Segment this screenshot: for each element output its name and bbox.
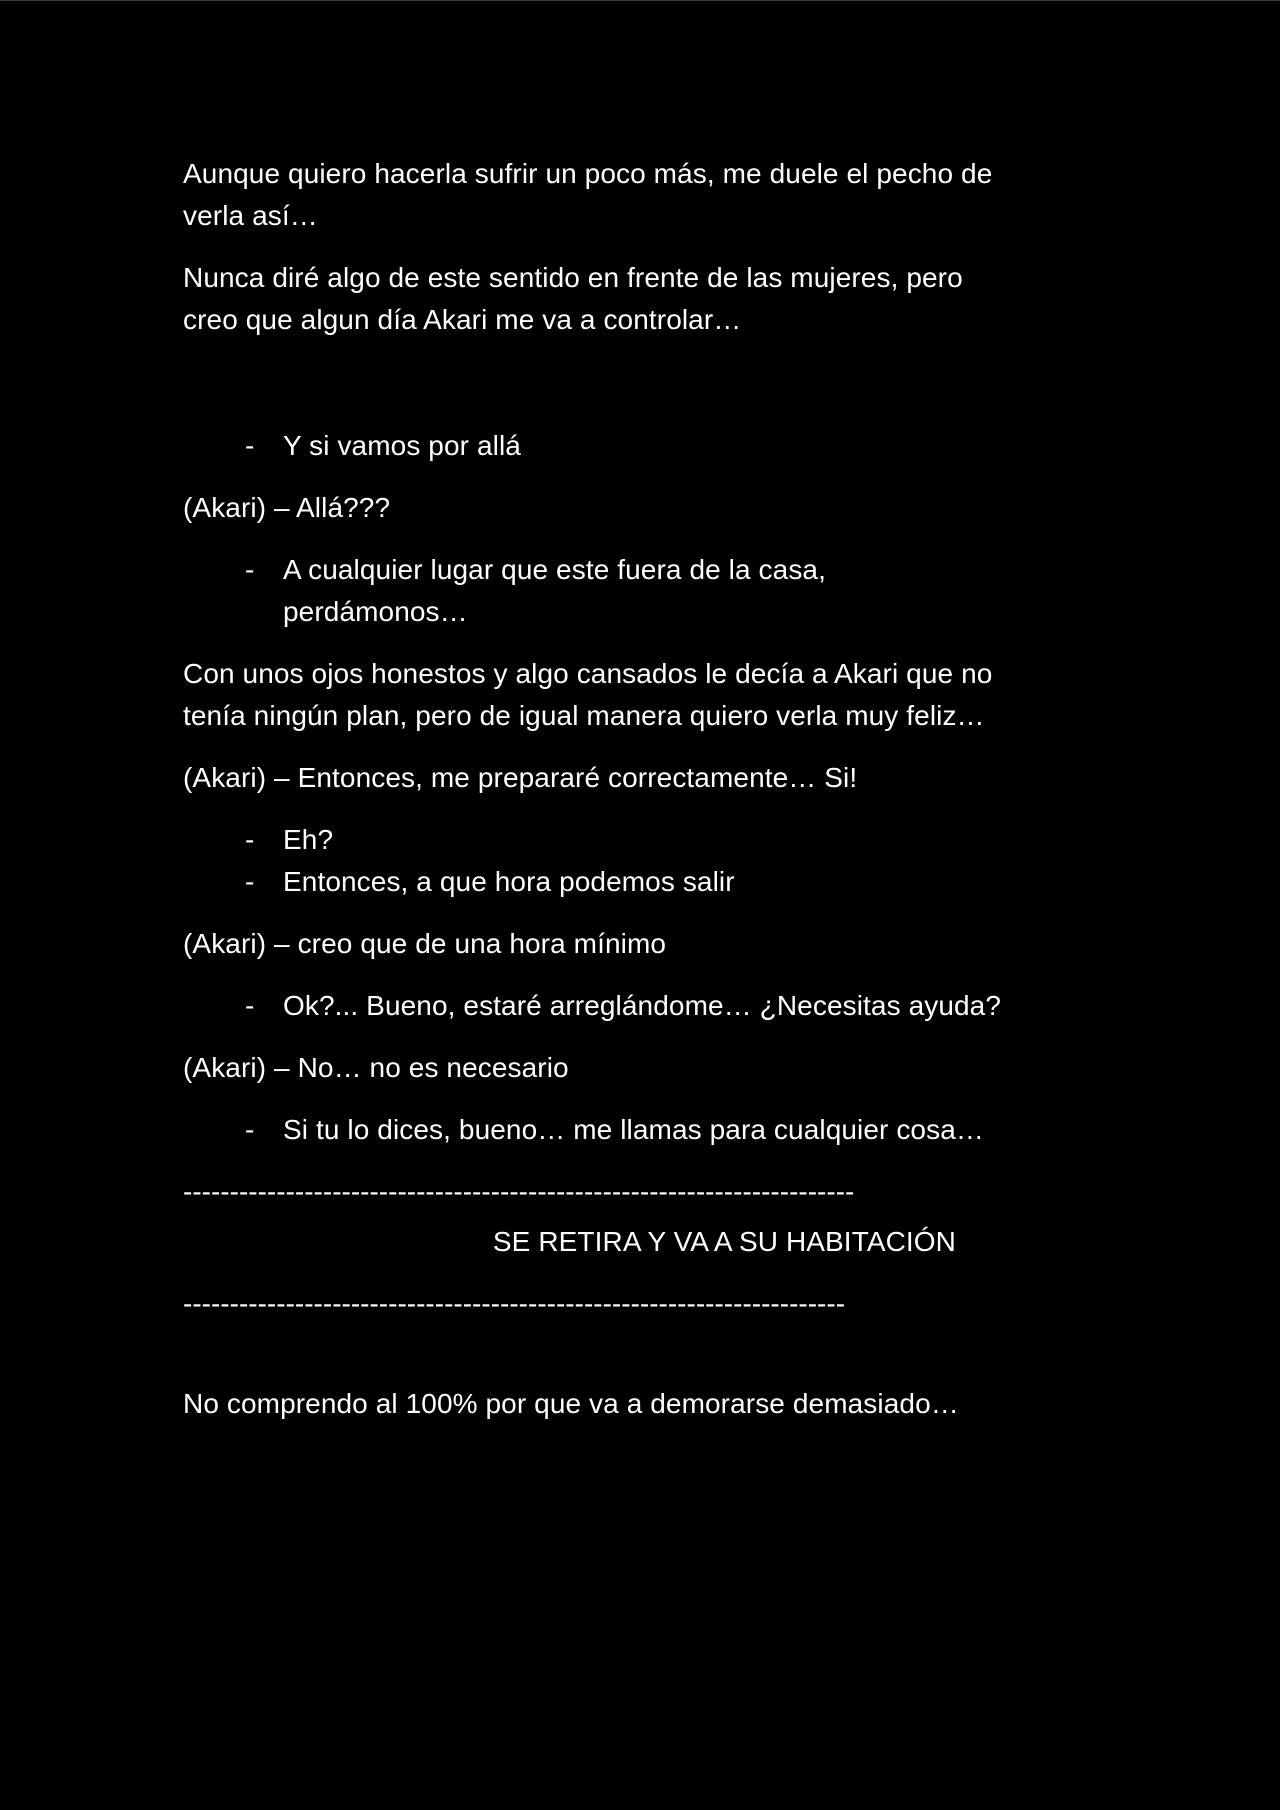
scene-note: SE RETIRA Y VA A SU HABITACIÓN (492, 1226, 956, 1257)
dash-marker: - (245, 990, 255, 1021)
dialogue-line (183, 819, 1003, 861)
separator-line: ----------------------------------------------------------------------- (183, 1288, 846, 1319)
dialogue-line (183, 985, 1003, 1027)
separator-line: ------------------------------------------------------------------------ (183, 1176, 855, 1207)
dialogue-text: Y si vamos por allá (283, 430, 521, 461)
dialogue-text: A cualquier lugar que este fuera de la casa, perdámonos… (283, 554, 826, 627)
document-body (183, 153, 1003, 1445)
paragraph-chest-pain: Aunque quiero hacerla sufrir un poco más, me duele el pecho de verla así… (183, 158, 993, 231)
dialogue-text: Entonces, a que hora podemos salir (283, 866, 735, 897)
akari-line: (Akari) – No… no es necesario (183, 1052, 569, 1083)
dash-marker: - (245, 824, 255, 855)
akari-line: (Akari) – Entonces, me prepararé correctamente… Si! (183, 762, 858, 793)
spacer (183, 361, 1003, 425)
dialogue-line (183, 1109, 1003, 1151)
dialogue-text: Si tu lo dices, bueno… me llamas para cualquier cosa… (283, 1114, 984, 1145)
spacer (183, 1333, 1003, 1383)
dialogue-text: Ok?... Bueno, estaré arreglándome… ¿Necesitas ayuda? (283, 990, 1002, 1021)
narration-paragraph: Con unos ojos honestos y algo cansados le decía a Akari que no tenía ningún plan, pero de igual manera quiero verla muy feliz… (183, 658, 993, 731)
dash-marker: - (245, 1114, 255, 1145)
paragraph-never-say: Nunca diré algo de este sentido en frente de las mujeres, pero creo que algun día Akari me va a controlar… (183, 262, 963, 335)
dash-marker: - (245, 430, 255, 461)
dialogue-line (183, 861, 1003, 903)
akari-line: (Akari) – Allá??? (183, 492, 391, 523)
akari-line: (Akari) – creo que de una hora mínimo (183, 928, 667, 959)
dash-marker: - (245, 866, 255, 897)
narration-final: No comprendo al 100% por que va a demorarse demasiado… (183, 1388, 959, 1419)
dialogue-line (183, 549, 1003, 633)
dialogue-line (183, 425, 1003, 467)
dash-marker: - (245, 554, 255, 585)
dialogue-text: Eh? (283, 824, 334, 855)
